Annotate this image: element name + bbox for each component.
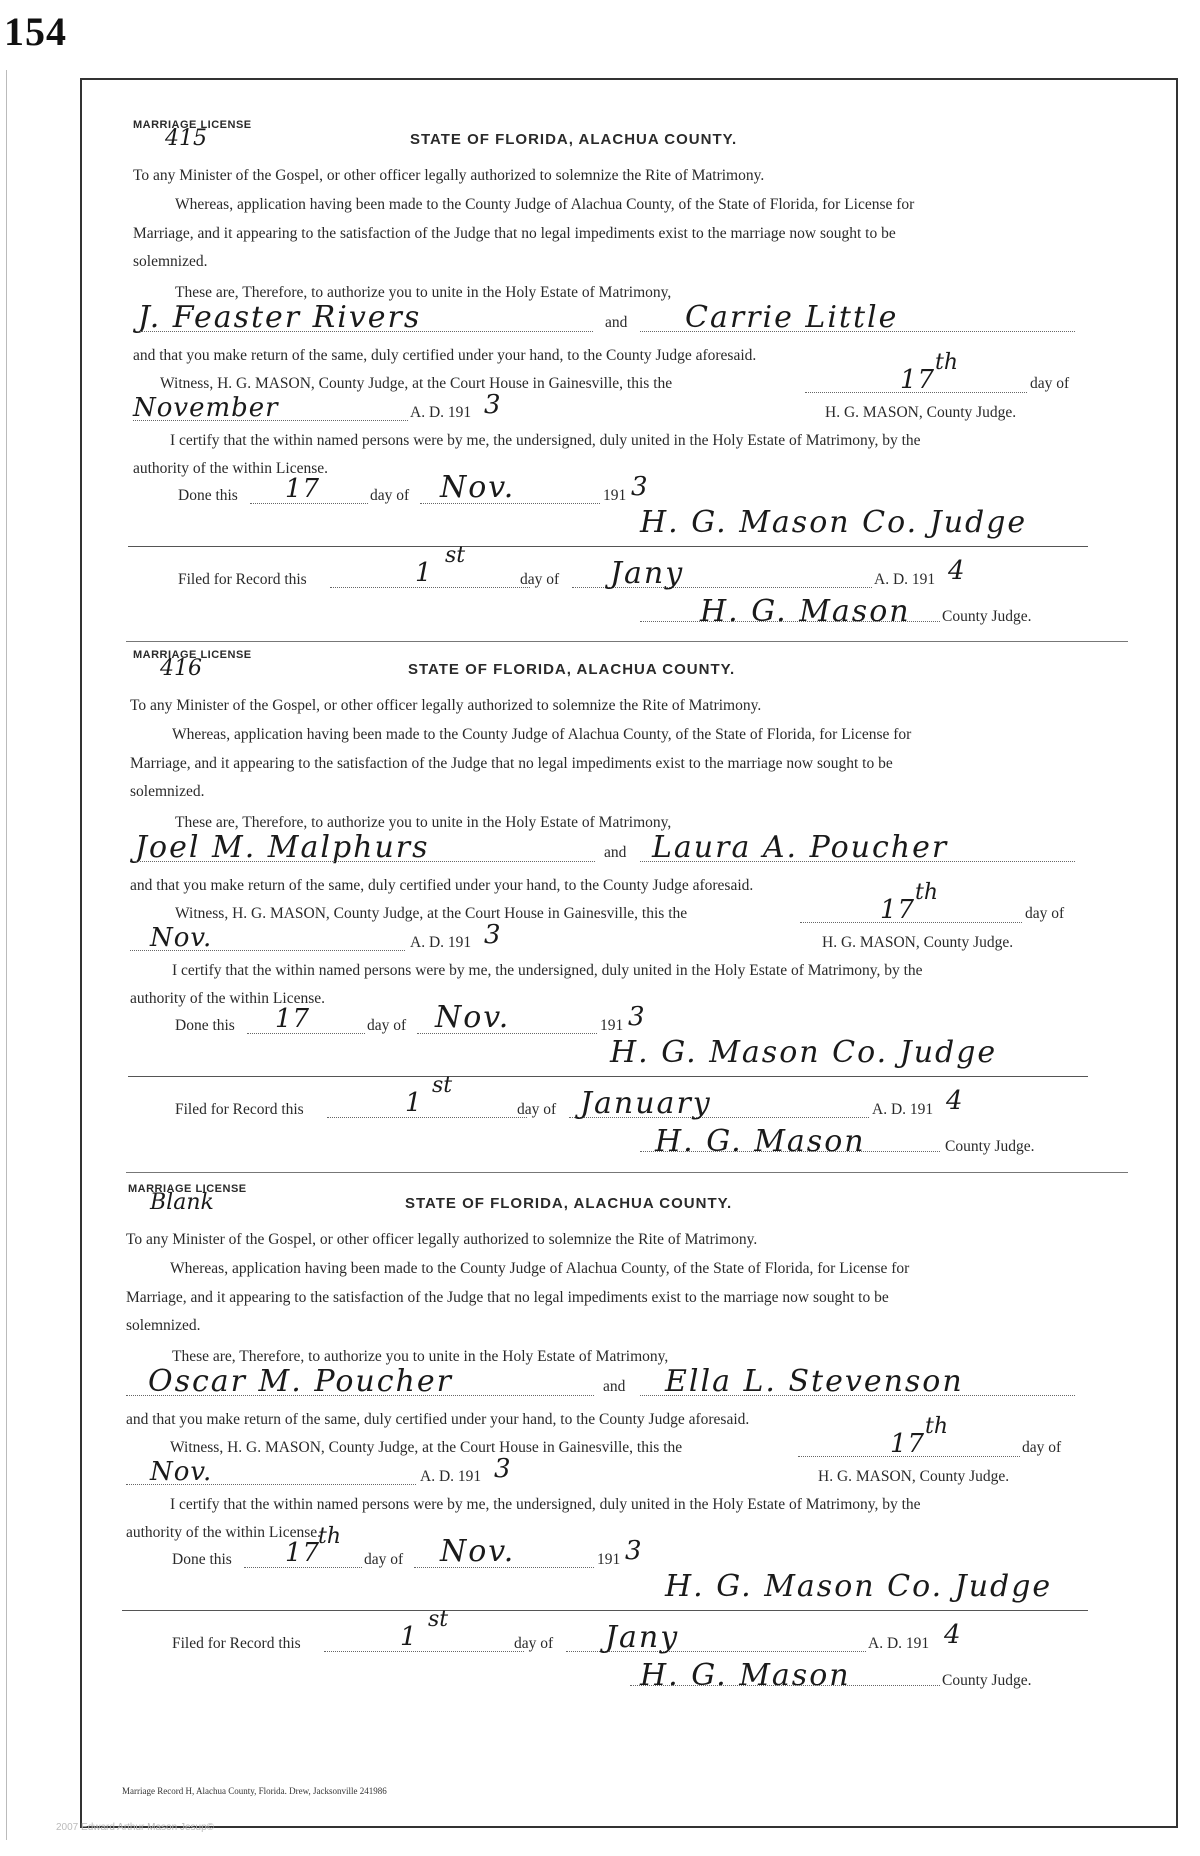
footer-imprint: Marriage Record H, Alachua County, Florida. Drew, Jacksonville 241986 bbox=[122, 1786, 387, 1796]
witness-line: Witness, H. G. MASON, County Judge, at the Court House in Gainesville, this the bbox=[160, 375, 673, 392]
license-number: 415 bbox=[165, 126, 207, 151]
witness-year-digit: 3 bbox=[494, 1454, 512, 1484]
authorize-line: These are, Therefore, to authorize you to unite in the Holy Estate of Matrimony, bbox=[175, 814, 672, 831]
done-day: 17 bbox=[275, 1004, 311, 1034]
witness-day-suffix: th bbox=[935, 350, 959, 375]
day-of-label: day of bbox=[520, 571, 560, 588]
witness-month-line bbox=[126, 1484, 416, 1485]
done-this-label: Done this bbox=[175, 1017, 235, 1034]
whereas-line: Marriage, and it appearing to the satisfaction of the Judge that no legal impediments exist to the marriage now sought to be bbox=[126, 1289, 889, 1306]
county-judge-label: County Judge. bbox=[942, 608, 1032, 625]
bride-name: Carrie Little bbox=[685, 300, 899, 335]
return-line: and that you make return of the same, duly certified under your hand, to the County Judge aforesaid. bbox=[126, 1411, 750, 1428]
certify-line: I certify that the within named persons were by me, the undersigned, duly united in the Holy Estate of Matrimony, by the bbox=[172, 962, 923, 979]
year-label: 191 bbox=[603, 487, 627, 504]
day-of-label: day of bbox=[370, 487, 410, 504]
certify-line: I certify that the within named persons were by me, the undersigned, duly united in the Holy Estate of Matrimony, by the bbox=[170, 1496, 921, 1513]
margin-rule bbox=[6, 70, 7, 1840]
clerk-line bbox=[630, 1685, 940, 1686]
bride-name: Laura A. Poucher bbox=[652, 830, 949, 865]
day-of-label: day of bbox=[1022, 1439, 1062, 1456]
license-label: MARRIAGE LICENSE bbox=[128, 1183, 247, 1195]
judge-title: H. G. MASON, County Judge. bbox=[822, 934, 1014, 951]
done-this-label: Done this bbox=[172, 1551, 232, 1568]
judge-title: H. G. MASON, County Judge. bbox=[818, 1468, 1010, 1485]
signature-line bbox=[128, 546, 1088, 547]
filed-label: Filed for Record this bbox=[175, 1101, 304, 1118]
filed-day: 1 bbox=[415, 558, 433, 588]
filed-month: Jany bbox=[610, 556, 685, 591]
witness-month: November bbox=[133, 393, 279, 423]
clerk-signature: H. G. Mason bbox=[640, 1658, 851, 1693]
judge-title: H. G. MASON, County Judge. bbox=[825, 404, 1017, 421]
bride-line bbox=[640, 331, 1075, 332]
done-year-digit: 3 bbox=[628, 1002, 646, 1032]
authorize-line: These are, Therefore, to authorize you to unite in the Holy Estate of Matrimony, bbox=[172, 1348, 669, 1365]
witness-month-line bbox=[133, 420, 408, 421]
done-day: 17 bbox=[285, 474, 321, 504]
groom-name: J. Feaster Rivers bbox=[138, 300, 422, 335]
done-year-digit: 3 bbox=[625, 1536, 643, 1566]
license-number: Blank bbox=[150, 1190, 214, 1215]
witness-month: Nov. bbox=[150, 923, 213, 953]
filed-day: 1 bbox=[405, 1088, 423, 1118]
done-day: 17 bbox=[285, 1538, 321, 1568]
day-of-label: day of bbox=[364, 1551, 404, 1568]
day-of-label: day of bbox=[1030, 375, 1070, 392]
ad-label: A. D. 191 bbox=[410, 404, 472, 421]
whereas-line: Marriage, and it appearing to the satisfaction of the Judge that no legal impediments exist to the marriage now sought to be bbox=[133, 225, 896, 242]
and-word: and bbox=[604, 844, 627, 861]
witness-day: 17 bbox=[890, 1429, 926, 1459]
record-separator bbox=[126, 641, 1128, 642]
groom-name: Joel M. Malphurs bbox=[135, 830, 430, 865]
filed-day-line bbox=[327, 1117, 527, 1118]
witness-day: 17 bbox=[900, 365, 936, 395]
year-label: 191 bbox=[600, 1017, 624, 1034]
witness-day: 17 bbox=[880, 895, 916, 925]
bride-name: Ella L. Stevenson bbox=[665, 1364, 964, 1399]
form-heading: STATE OF FLORIDA, ALACHUA COUNTY. bbox=[405, 1195, 733, 1212]
day-of-label: day of bbox=[1025, 905, 1065, 922]
filed-label: Filed for Record this bbox=[172, 1635, 301, 1652]
signature-line bbox=[128, 1076, 1088, 1077]
filed-day-suffix: st bbox=[445, 543, 466, 568]
clerk-signature: H. G. Mason bbox=[655, 1124, 866, 1159]
whereas-line: Whereas, application having been made to the County Judge of Alachua County, of the State of Florida, for License for bbox=[175, 196, 915, 213]
groom-line bbox=[126, 1395, 594, 1396]
officiant-signature: H. G. Mason Co. Judge bbox=[610, 1035, 998, 1070]
filed-day-suffix: st bbox=[428, 1607, 449, 1632]
address-line: To any Minister of the Gospel, or other officer legally authorized to solemnize the Rite of Matrimony. bbox=[133, 167, 765, 184]
filed-label: Filed for Record this bbox=[178, 571, 307, 588]
witness-day-suffix: th bbox=[915, 880, 939, 905]
form-heading: STATE OF FLORIDA, ALACHUA COUNTY. bbox=[410, 131, 738, 148]
filed-year-digit: 4 bbox=[944, 1620, 962, 1650]
filed-month: Jany bbox=[605, 1620, 680, 1655]
ad-label: A. D. 191 bbox=[420, 1468, 482, 1485]
ad-label: A. D. 191 bbox=[872, 1101, 934, 1118]
whereas-line: solemnized. bbox=[133, 253, 208, 270]
whereas-line: Whereas, application having been made to the County Judge of Alachua County, of the State of Florida, for License for bbox=[170, 1260, 910, 1277]
filed-day-suffix: st bbox=[432, 1073, 453, 1098]
witness-month-line bbox=[130, 950, 405, 951]
bride-line bbox=[640, 1395, 1075, 1396]
filed-year-digit: 4 bbox=[946, 1086, 964, 1116]
witness-year-digit: 3 bbox=[484, 920, 502, 950]
groom-line bbox=[135, 861, 595, 862]
clerk-line bbox=[640, 621, 940, 622]
day-of-label: day of bbox=[514, 1635, 554, 1652]
copyright-stamp: 2007 Edward Arthur Mason Jesup© bbox=[56, 1822, 215, 1833]
witness-day-suffix: th bbox=[925, 1414, 949, 1439]
filed-day-line bbox=[324, 1651, 524, 1652]
and-word: and bbox=[605, 314, 628, 331]
filed-day: 1 bbox=[400, 1622, 418, 1652]
clerk-signature: H. G. Mason bbox=[700, 594, 911, 629]
witness-line: Witness, H. G. MASON, County Judge, at the Court House in Gainesville, this the bbox=[175, 905, 688, 922]
bride-line bbox=[640, 861, 1075, 862]
whereas-line: Whereas, application having been made to the County Judge of Alachua County, of the State of Florida, for License for bbox=[172, 726, 912, 743]
license-label: MARRIAGE LICENSE bbox=[133, 649, 252, 661]
ad-label: A. D. 191 bbox=[410, 934, 472, 951]
return-line: and that you make return of the same, duly certified under your hand, to the County Judge aforesaid. bbox=[133, 347, 757, 364]
whereas-line: Marriage, and it appearing to the satisfaction of the Judge that no legal impediments exist to the marriage now sought to be bbox=[130, 755, 893, 772]
year-label: 191 bbox=[597, 1551, 621, 1568]
filed-year-digit: 4 bbox=[948, 556, 966, 586]
day-of-label: day of bbox=[367, 1017, 407, 1034]
certify-line: authority of the within License. bbox=[130, 990, 325, 1007]
certify-line: I certify that the within named persons were by me, the undersigned, duly united in the Holy Estate of Matrimony, by the bbox=[170, 432, 921, 449]
whereas-line: solemnized. bbox=[130, 783, 205, 800]
license-label: MARRIAGE LICENSE bbox=[133, 119, 252, 131]
ad-label: A. D. 191 bbox=[874, 571, 936, 588]
ad-label: A. D. 191 bbox=[868, 1635, 930, 1652]
address-line: To any Minister of the Gospel, or other officer legally authorized to solemnize the Rite of Matrimony. bbox=[130, 697, 762, 714]
done-year-digit: 3 bbox=[631, 472, 649, 502]
clerk-line bbox=[640, 1151, 940, 1152]
return-line: and that you make return of the same, duly certified under your hand, to the County Judge aforesaid. bbox=[130, 877, 754, 894]
done-month: Nov. bbox=[440, 470, 516, 505]
county-judge-label: County Judge. bbox=[945, 1138, 1035, 1155]
done-month: Nov. bbox=[435, 1000, 511, 1035]
done-day-suffix: th bbox=[318, 1524, 342, 1549]
address-line: To any Minister of the Gospel, or other officer legally authorized to solemnize the Rite of Matrimony. bbox=[126, 1231, 758, 1248]
day-of-label: day of bbox=[517, 1101, 557, 1118]
whereas-line: solemnized. bbox=[126, 1317, 201, 1334]
groom-line bbox=[138, 331, 593, 332]
page-number: 154 bbox=[4, 9, 67, 54]
witness-month: Nov. bbox=[150, 1457, 213, 1487]
authorize-line: These are, Therefore, to authorize you to unite in the Holy Estate of Matrimony, bbox=[175, 284, 672, 301]
groom-name: Oscar M. Poucher bbox=[148, 1364, 453, 1399]
officiant-signature: H. G. Mason Co. Judge bbox=[665, 1569, 1053, 1604]
done-month: Nov. bbox=[440, 1534, 516, 1569]
certify-line: authority of the within License. bbox=[126, 1524, 321, 1541]
signature-line bbox=[122, 1610, 1088, 1611]
county-judge-label: County Judge. bbox=[942, 1672, 1032, 1689]
form-heading: STATE OF FLORIDA, ALACHUA COUNTY. bbox=[408, 661, 736, 678]
license-number: 416 bbox=[160, 656, 202, 681]
witness-line: Witness, H. G. MASON, County Judge, at the Court House in Gainesville, this the bbox=[170, 1439, 683, 1456]
and-word: and bbox=[603, 1378, 626, 1395]
filed-month: January bbox=[580, 1086, 712, 1121]
certify-line: authority of the within License. bbox=[133, 460, 328, 477]
done-this-label: Done this bbox=[178, 487, 238, 504]
officiant-signature: H. G. Mason Co. Judge bbox=[640, 505, 1028, 540]
witness-year-digit: 3 bbox=[484, 390, 502, 420]
record-separator bbox=[126, 1172, 1128, 1173]
